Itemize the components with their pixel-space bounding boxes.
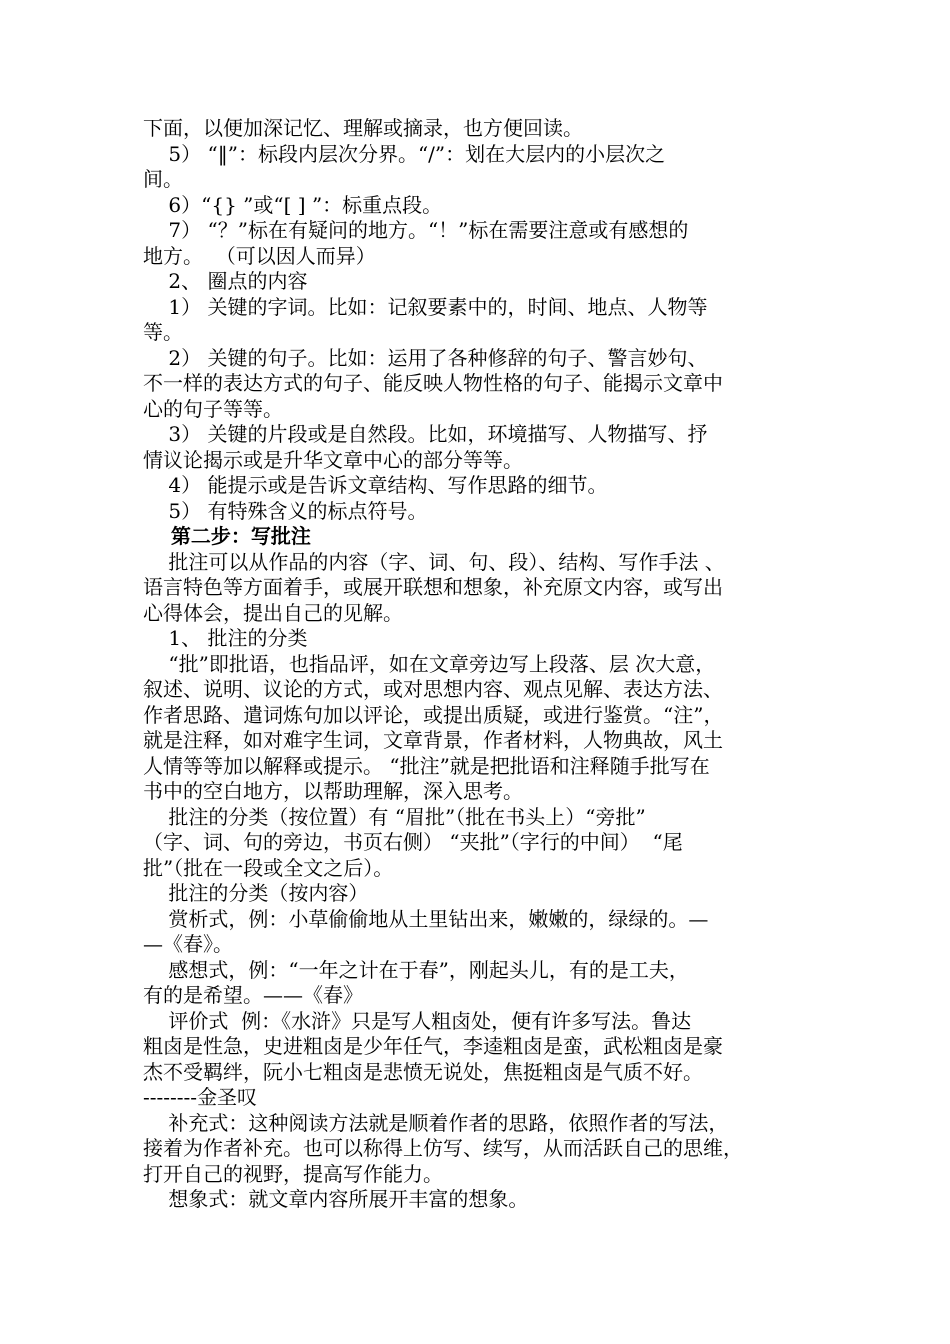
text-line: 粗卤是性急，史进粗卤是少年任气，李逵粗卤是蛮，武松粗卤是豪 — [143, 1034, 723, 1058]
text-line: 3） 关键的片段或是自然段。比如，环境描写、人物描写、抒 — [143, 422, 708, 446]
text-line: 1） 关键的字词。比如：记叙要素中的，时间、地点、人物等 — [143, 294, 708, 319]
text-line: 杰不受羁绊，阮小七粗卤是悲愤无说处，焦挺粗卤是气质不好。 — [143, 1059, 703, 1084]
text-line: --------金圣叹 — [143, 1085, 258, 1109]
text-line: “批”即批语，也指品评，如在文章旁边写上段落、层 次大意， — [143, 651, 716, 676]
text-line: 就是注释，如对难字生词，文章背景，作者材料，人物典故，风土 — [143, 728, 723, 752]
text-line: 下面，以便加深记忆、理解或摘录，也方便回读。 — [143, 116, 583, 140]
text-line: 5） 有特殊含义的标点符号。 — [143, 498, 428, 523]
text-line: —《春》。 — [143, 932, 233, 956]
text-line: 补充式：这种阅读方法就是顺着作者的思路，依照作者的写法， — [143, 1110, 729, 1135]
text-line: 感想式，例：“一年之计在于春”，刚起头儿，有的是工夫， — [143, 957, 689, 982]
text-line: 想象式：就文章内容所展开丰富的想象。 — [143, 1187, 529, 1211]
text-line: 批注可以从作品的内容（字、词、句、段）、结构、写作手法 、 — [143, 549, 725, 574]
text-line: 叙述、说明、议论的方式，或对思想内容、观点见解、表达方法、 — [143, 677, 723, 701]
text-line: 批注的分类（按内容） — [143, 881, 369, 905]
text-line: 情议论揭示或是升华文章中心的部分等等。 — [143, 447, 523, 472]
text-line: （字、词、句的旁边，书页右侧） “夹批”（字行的中间） “尾 — [143, 830, 683, 854]
text-line: 语言特色等方面着手，或展开联想和想象，补充原文内容，或写出 — [143, 575, 723, 599]
text-line: 有的是希望。——《春》 — [143, 983, 363, 1007]
text-line: 地方。 （可以因人而异） — [143, 243, 376, 268]
text-line: 赏析式，例：小草偷偷地从土里钻出来，嫩嫩的，绿绿的。— — [143, 906, 709, 931]
text-line: 接着为作者补充。也可以称得上仿写、续写，从而活跃自己的思维， — [143, 1136, 743, 1160]
text-line: 打开自己的视野，提高写作能力。 — [143, 1161, 443, 1186]
text-line: 5） “‖”：标段内层次分界。“/”：划在大层内的小层次之 — [143, 141, 666, 166]
text-line: 作者思路、遣词炼句加以评论，或提出质疑，或进行鉴赏。“注”， — [143, 702, 724, 727]
text-line: 书中的空白地方，以帮助理解，深入思考。 — [143, 779, 523, 803]
document-page — [143, 116, 815, 1213]
text-line: 7） “？”标在有疑问的地方。“！”标在需要注意或有感想的 — [143, 218, 689, 242]
text-line: 6）“{} ”或“[ ] ”：标重点段。 — [143, 192, 443, 217]
text-line: 2、 圈点的内容 — [143, 269, 308, 293]
text-line: 间。 — [143, 167, 183, 191]
text-line: 心的句子等等。 — [143, 396, 283, 421]
text-line: 2） 关键的句子。比如：运用了各种修辞的句子、警言妙句、 — [143, 345, 708, 370]
text-line: 评价式 例：《水浒》只是写人粗卤处，便有许多写法。鲁达 — [143, 1008, 692, 1033]
text-line: 不一样的表达方式的句子、能反映人物性格的句子、能揭示文章中 — [143, 371, 723, 395]
section-heading: 第二步：写批注 — [143, 524, 311, 548]
text-line: 批注的分类（按位置）有 “眉批”（批在书头上）“旁批” — [143, 804, 646, 829]
text-line: 心得体会，提出自己的见解。 — [143, 600, 403, 625]
text-line: 批”（批在一段或全文之后）。 — [143, 855, 394, 880]
text-line: 等。 — [143, 320, 183, 344]
text-line: 1、 批注的分类 — [143, 626, 308, 650]
text-line: 4） 能提示或是告诉文章结构、写作思路的细节。 — [143, 473, 608, 497]
text-line: 人情等等加以解释或提示。 “批注”就是把批语和注释随手批写在 — [143, 753, 710, 778]
